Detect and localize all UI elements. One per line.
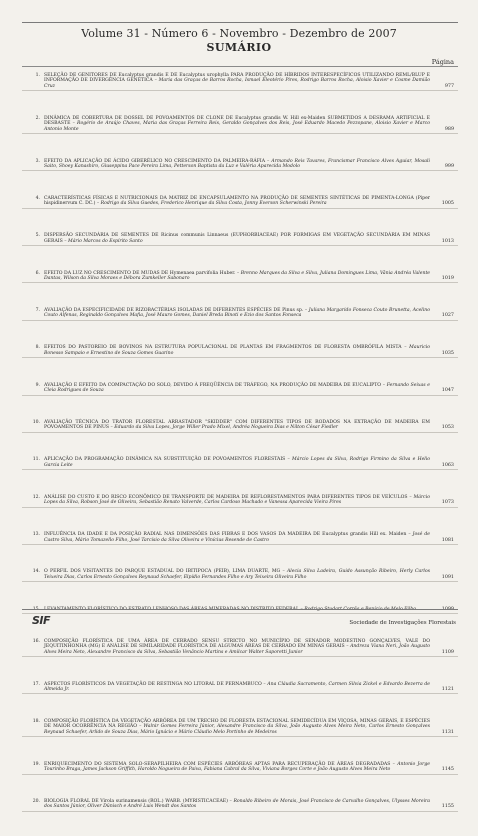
entry-text bbox=[44, 308, 458, 319]
entry-text bbox=[44, 569, 458, 580]
toc-entry[interactable] bbox=[22, 420, 458, 433]
entry-number: 2. bbox=[35, 115, 40, 121]
toc-entry[interactable] bbox=[22, 308, 458, 321]
entry-page-number: 1019 bbox=[441, 276, 454, 282]
entry-text bbox=[44, 196, 458, 207]
entry-text bbox=[44, 420, 458, 431]
entry-number: 9. bbox=[35, 382, 40, 388]
entry-title: APLICAÇÃO DA PROGRAMAÇÃO DINÂMICA NA SUBSTITUIÇÃO DE POVOAMENTOS FLORESTAIS bbox=[44, 457, 286, 463]
entry-title: O PERFIL DOS VISITANTES DO PARQUE ESTADUAL DO IBITIPOCA (PEIB), LIMA DUARTE, MG bbox=[44, 569, 281, 575]
toc-entry[interactable] bbox=[22, 495, 458, 508]
entry-number: 16. bbox=[32, 638, 40, 644]
entry-page-number: 977 bbox=[444, 83, 454, 89]
entry-number: 18. bbox=[32, 718, 40, 724]
entry-authors: – Ana Cláudia Sacramento, Carmen Silvia Zickel e Edvardo Bezerra de Almeida Jr. bbox=[44, 681, 430, 692]
entry-page-number: 999 bbox=[444, 163, 454, 169]
entry-number: 3. bbox=[35, 158, 40, 164]
entry-number: 12. bbox=[32, 494, 40, 500]
toc-entry[interactable] bbox=[22, 532, 458, 545]
entry-title: AVALIAÇÃO E EFEITO DA COMPACTAÇÃO DO SOLO, DEVIDO À FREQÜÊNCIA DE TRÁFEGO, NA PRODUÇÃO DE MADEIRA DE EUCALIPTO bbox=[44, 382, 382, 388]
entry-text bbox=[44, 762, 458, 773]
sif-logo: SIF bbox=[32, 614, 51, 627]
entry-title: DISPERSÃO SECUNDÁRIA DE SEMENTES DE Ricinus communis Linnaeus (EUPHORBIACEAE) POR FORMIGAS EM VEGETAÇÃO SECUNDÁRIA EM MINAS GERAIS bbox=[44, 233, 430, 244]
entry-authors: – Rodrigo Studart Corrêa e Benício de Melo Filho bbox=[300, 606, 417, 612]
top-rule bbox=[22, 22, 458, 23]
entry-authors: – Márcio Lopes da Silva, Rodrigo Firmino da Silva e Helio Garcia Leite bbox=[44, 457, 430, 468]
entry-page-number: 1109 bbox=[441, 649, 454, 655]
entry-text bbox=[44, 383, 458, 394]
toc-entry[interactable] bbox=[22, 383, 458, 396]
entry-title: CARACTERÍSTICAS FÍSICAS E NUTRICIONAIS DA MATRIZ DE ENCAPSULAMENTO NA PRODUÇÃO DE SEMENTES SINTÉTICAS DE PIMENTA-LONGA (Piper hispidinervum C. DC.) bbox=[44, 195, 430, 207]
entry-title: EFEITO DA LUZ NO CRESCIMENTO DE MUDAS DE Hymenaea parvifolia Huber. bbox=[44, 270, 236, 276]
entry-title: COMPOSIÇÃO FLORÍSTICA DA VEGETAÇÃO ARBÓREA DE UM TRECHO DE FLORESTA ESTACIONAL SEMIDECÍDUA EM VIÇOSA, MINAS GERAIS, E ESPÉCIES DE MAIOR OCORRÊNCIA NA REGIÃO bbox=[44, 718, 430, 730]
toc-entry[interactable] bbox=[22, 682, 458, 695]
entry-page-number: 1035 bbox=[441, 350, 454, 356]
page-column-label: Página bbox=[431, 58, 454, 66]
entry-page-number: 1121 bbox=[441, 686, 454, 692]
entry-authors: – Juliana Margarido Fonseca Couto Brunetta, Acelino Couto Alfenas, Reginaldo Gonçalves Mafia, José Mauro Gomes, Daniel Breda Binoti e Ezio dos Santos Fonseca bbox=[44, 307, 430, 319]
entry-number: 8. bbox=[35, 345, 40, 351]
entry-authors: – Rodrigo da Silva Guedes, Frederico Henrique da Silva Costa, Jonny Everson Scherwinski Pereira bbox=[96, 201, 327, 207]
toc-entry[interactable] bbox=[22, 116, 458, 134]
entry-text bbox=[44, 799, 458, 810]
entry-page-number: 1091 bbox=[441, 574, 454, 580]
entry-text bbox=[44, 639, 458, 655]
toc-entry[interactable] bbox=[22, 799, 458, 812]
entry-text bbox=[44, 532, 458, 543]
entry-authors: – Maria das Graças de Barros Rocha, Ismael Eleotério Pires, Rodrigo Barros Rocha, Aloisio Xavier e Cosme Damião Cruz bbox=[44, 78, 430, 89]
toc-entry[interactable] bbox=[22, 457, 458, 470]
toc-entry[interactable] bbox=[22, 73, 458, 91]
entry-text bbox=[44, 159, 458, 170]
entry-title: AVALIAÇÃO TÉCNICA DO TRATOR FLORESTAL ARRASTADOR "SKIDDER" COM DIFERENTES TIPOS DE RODADOS NA EXTRAÇÃO DE MADEIRA EM POVOAMENTOS DE PINUS bbox=[44, 420, 430, 431]
entry-text bbox=[44, 495, 458, 506]
entry-title: SELEÇÃO DE GENITORES DE Eucalyptus grandis E DE Eucalyptus urophylla PARA PRODUÇÃO DE HÍBRIDOS INTERESPECÍFICOS UTILIZANDO REML/BLUP E INFORMAÇÃO DE DIVERGÊNCIA GENÉTICA bbox=[44, 73, 430, 84]
entry-number: 1. bbox=[35, 73, 40, 78]
entry-title: LEVANTAMENTO FLORÍSTICO DO ESTRATO LENHOSO DAS ÁREAS MINERADAS NO DISTRITO FEDERAL bbox=[44, 606, 300, 612]
entry-page-number: 1099 bbox=[441, 606, 454, 612]
table-of-contents bbox=[22, 73, 458, 836]
entry-authors: – Alecia Silva Ladeira, Guido Assunção Ribeiro, Herly Carlos Teixeira Dias, Carlos Ernesto Gonçalves Reynaud Schaefer, Elpídio Fernandes Filho e Ary Teixeira Oliveira Filho bbox=[44, 569, 430, 580]
entry-number: 5. bbox=[35, 233, 40, 239]
entry-page-number: 1063 bbox=[441, 462, 454, 468]
entry-page-number: 1155 bbox=[441, 804, 454, 810]
entry-title: AVALIAÇÃO DA ESPECIFICIDADE DE RIZOBACTÉRIAS ISOLADAS DE DIFERENTES ESPÉCIES DE Pinus sp. bbox=[44, 307, 304, 313]
issue-line: Volume 31 - Número 6 - Novembro - Dezembro de 2007 bbox=[81, 27, 397, 40]
entry-text bbox=[44, 271, 458, 282]
entry-text bbox=[44, 233, 458, 244]
entry-authors: – Fernando Seixas e Cleia Rodrigues de Souza bbox=[44, 382, 430, 394]
entry-number: 13. bbox=[32, 532, 40, 538]
entry-page-number: 1081 bbox=[441, 537, 454, 543]
entry-page-number: 1005 bbox=[441, 201, 454, 207]
entry-title: INFLUÊNCIA DA IDADE E DA POSIÇÃO RADIAL NAS DIMENSÕES DAS FIBRAS E DOS VASOS DA MADEIRA DE Eucalyptus grandis Hill ex. Maiden bbox=[44, 532, 407, 538]
toc-entry[interactable] bbox=[22, 159, 458, 172]
entry-title: BIOLOGIA FLORAL DE Virola surinamensis (ROL.) WARB. (MYRISTICACEAE) bbox=[44, 799, 228, 805]
toc-entry[interactable] bbox=[22, 271, 458, 284]
entry-authors: – Antonio Jorge Tourinho Braga, James Jackson Griffith, Haroldo Nogueira de Paiva, Fabiana Cabral da Silva, Viviana Borges Corte e João Augusto Alves Meira Neto bbox=[44, 761, 430, 773]
society-name: Sociedade de Investigações Florestais bbox=[349, 620, 456, 626]
entry-page-number: 1053 bbox=[441, 425, 454, 431]
entry-number: 15. bbox=[32, 606, 40, 612]
toc-entry[interactable] bbox=[22, 607, 458, 614]
entry-page-number: 1073 bbox=[441, 500, 454, 506]
entry-page-number: 1027 bbox=[441, 313, 454, 319]
entry-text bbox=[44, 345, 458, 356]
toc-entry[interactable] bbox=[22, 639, 458, 657]
entry-number: 14. bbox=[32, 569, 40, 575]
entry-number: 4. bbox=[35, 195, 40, 201]
toc-entry[interactable] bbox=[22, 196, 458, 209]
toc-entry[interactable] bbox=[22, 569, 458, 582]
entry-authors: – José de Castro Silva, Mário Tomazello Filho, José Tarcísio da Silva Oliveira e Vinícius Resende de Castro bbox=[44, 532, 430, 543]
entry-title: EFEITOS DO PASTOREIO DE BOVINOS NA ESTRUTURA POPULACIONAL DE PLANTAS EM FRAGMENTOS DE FLORESTA OMBRÓFILA MISTA bbox=[44, 345, 402, 351]
entry-authors: – Mauricio Bonesso Sampaio e Ernestino de Souza Gomes Guarino bbox=[44, 345, 430, 356]
entry-number: 11. bbox=[32, 457, 40, 463]
entry-page-number: 1047 bbox=[441, 388, 454, 394]
entry-title: COMPOSIÇÃO FLORÍSTICA DE UMA ÁREA DE CERRADO SENSU STRICTO NO MUNICÍPIO DE SENADOR MODESTINO GONÇALVES, VALE DO JEQUITINHONHA (MG) E ANÁLISE DE SIMILARIDADE FLORÍSTICA DE ALGUMAS ÁREAS DE CERRADO EM MINAS GERAIS bbox=[44, 638, 430, 650]
entry-authors: – Ronaldo Ribeiro de Morais, José Francisco de Carvalho Gonçalves, Ulysses Moreira dos Santos Júnior, Oliver Dünisch e André Luis Wendt dos Santos bbox=[44, 799, 430, 810]
entry-text bbox=[44, 457, 458, 468]
entry-number: 10. bbox=[32, 420, 40, 426]
entry-authors: – Rogério de Araújo Chaves, Maria das Graças Ferreira Reis, Geraldo Gonçalves dos Reis, José Eduardo Macedo Pezzopane, Aloisio Xavier e Marco Antonio Monte bbox=[44, 121, 430, 132]
toc-entry[interactable] bbox=[22, 719, 458, 737]
entry-text bbox=[44, 719, 458, 735]
entry-number: 19. bbox=[32, 761, 40, 767]
entry-text bbox=[44, 682, 458, 693]
entry-number: 7. bbox=[35, 307, 40, 313]
entry-title: DINÂMICA DE COBERTURA DE DOSSEL DE POVOAMENTOS DE CLONE DE Eucalyptus grandis W. Hill ex-Maiden SUBMETIDOS A DESRAMA ARTIFICIAL E DESBASTE bbox=[44, 115, 430, 127]
entry-authors: – Eduardo da Silva Lopes, Jorge Willer Prado Mixel, Andréa Nogueira Dias e Nilton César Fiedler bbox=[110, 425, 338, 431]
entry-page-number: 1145 bbox=[441, 767, 454, 773]
entry-authors: – Márcio Lopes da Silva, Robson José de Oliveira, Sebastião Renato Valverde, Carlos Cardoso Machado e Vanessa Aparecida Vieira Pires bbox=[44, 494, 430, 506]
entry-title: EFEITO DA APLICAÇÃO DE ÁCIDO GIBERÉLICO NO CRESCIMENTO DA PALMEIRA-RÁFIA bbox=[44, 158, 266, 164]
toc-entry[interactable] bbox=[22, 233, 458, 246]
entry-title: ANÁLISE DO CUSTO E DO RISCO ECONÔMICO DE TRANSPORTE DE MADEIRA DE REFLORESTAMENTOS PARA DIFERENTES TIPOS DE VEÍCULOS bbox=[44, 494, 408, 500]
entry-authors: – Brenno Marques da Silva e Silva, Juliana Domingues Lima, Vânia Andréa Valente Dantas, Wilson da Silva Moraes e Débora Zumkeller Sabonaro bbox=[44, 270, 431, 282]
entry-page-number: 989 bbox=[444, 126, 454, 132]
entry-page-number: 1131 bbox=[441, 729, 454, 735]
entry-authors: – Andreza Viana Neri, João Augusto Alves Meira Neto, Alexandre Francisco da Silva, Sebastião Venâncio Martins e Amilcar Walter Saporetti Junior bbox=[44, 644, 430, 655]
entry-text bbox=[44, 116, 458, 132]
page-title: SUMÁRIO bbox=[206, 41, 272, 54]
entry-title: ASPECTOS FLORÍSTICOS DA VEGETAÇÃO DE RESTINGA NO LITORAL DE PERNAMBUCO bbox=[44, 681, 262, 687]
entry-page-number: 1013 bbox=[441, 238, 454, 244]
entry-text bbox=[44, 73, 458, 89]
header-rule bbox=[22, 66, 458, 67]
entry-authors: – Armando Reis Tavares, Francismar Francisco Alves Aguiar, Mosali Saito, Shoey Kanashiro, Giuseppina Pace Pereira Lima, Petterson Baptista da Luz e Valéria Aparecida Modolo bbox=[44, 158, 430, 169]
entry-title: ENRIQUECIMENTO DO SISTEMA SOLO-SERAPILHEIRA COM ESPÉCIES ARBÓREAS APTAS PARA RECUPERAÇÃO DE ÁREAS DEGRADADAS bbox=[44, 761, 391, 767]
entry-authors: – Walnir Gomes Ferreira Júnior, Alexandre Francisco da Silva, João Augusto Alves Meira Neto, Carlos Ernesto Gonçalves Reynaud Schaefer, Arlido de Souza Dias, Mário Ignácio e Mário Cláudio Melo Portinho de Medeiros bbox=[44, 724, 431, 735]
entry-authors: – Mário Marcos do Espírito Santo bbox=[64, 238, 143, 244]
toc-entry[interactable] bbox=[22, 762, 458, 775]
entry-number: 6. bbox=[35, 270, 40, 276]
toc-entry[interactable] bbox=[22, 345, 458, 358]
entry-number: 17. bbox=[32, 681, 40, 687]
entry-number: 20. bbox=[32, 799, 40, 805]
